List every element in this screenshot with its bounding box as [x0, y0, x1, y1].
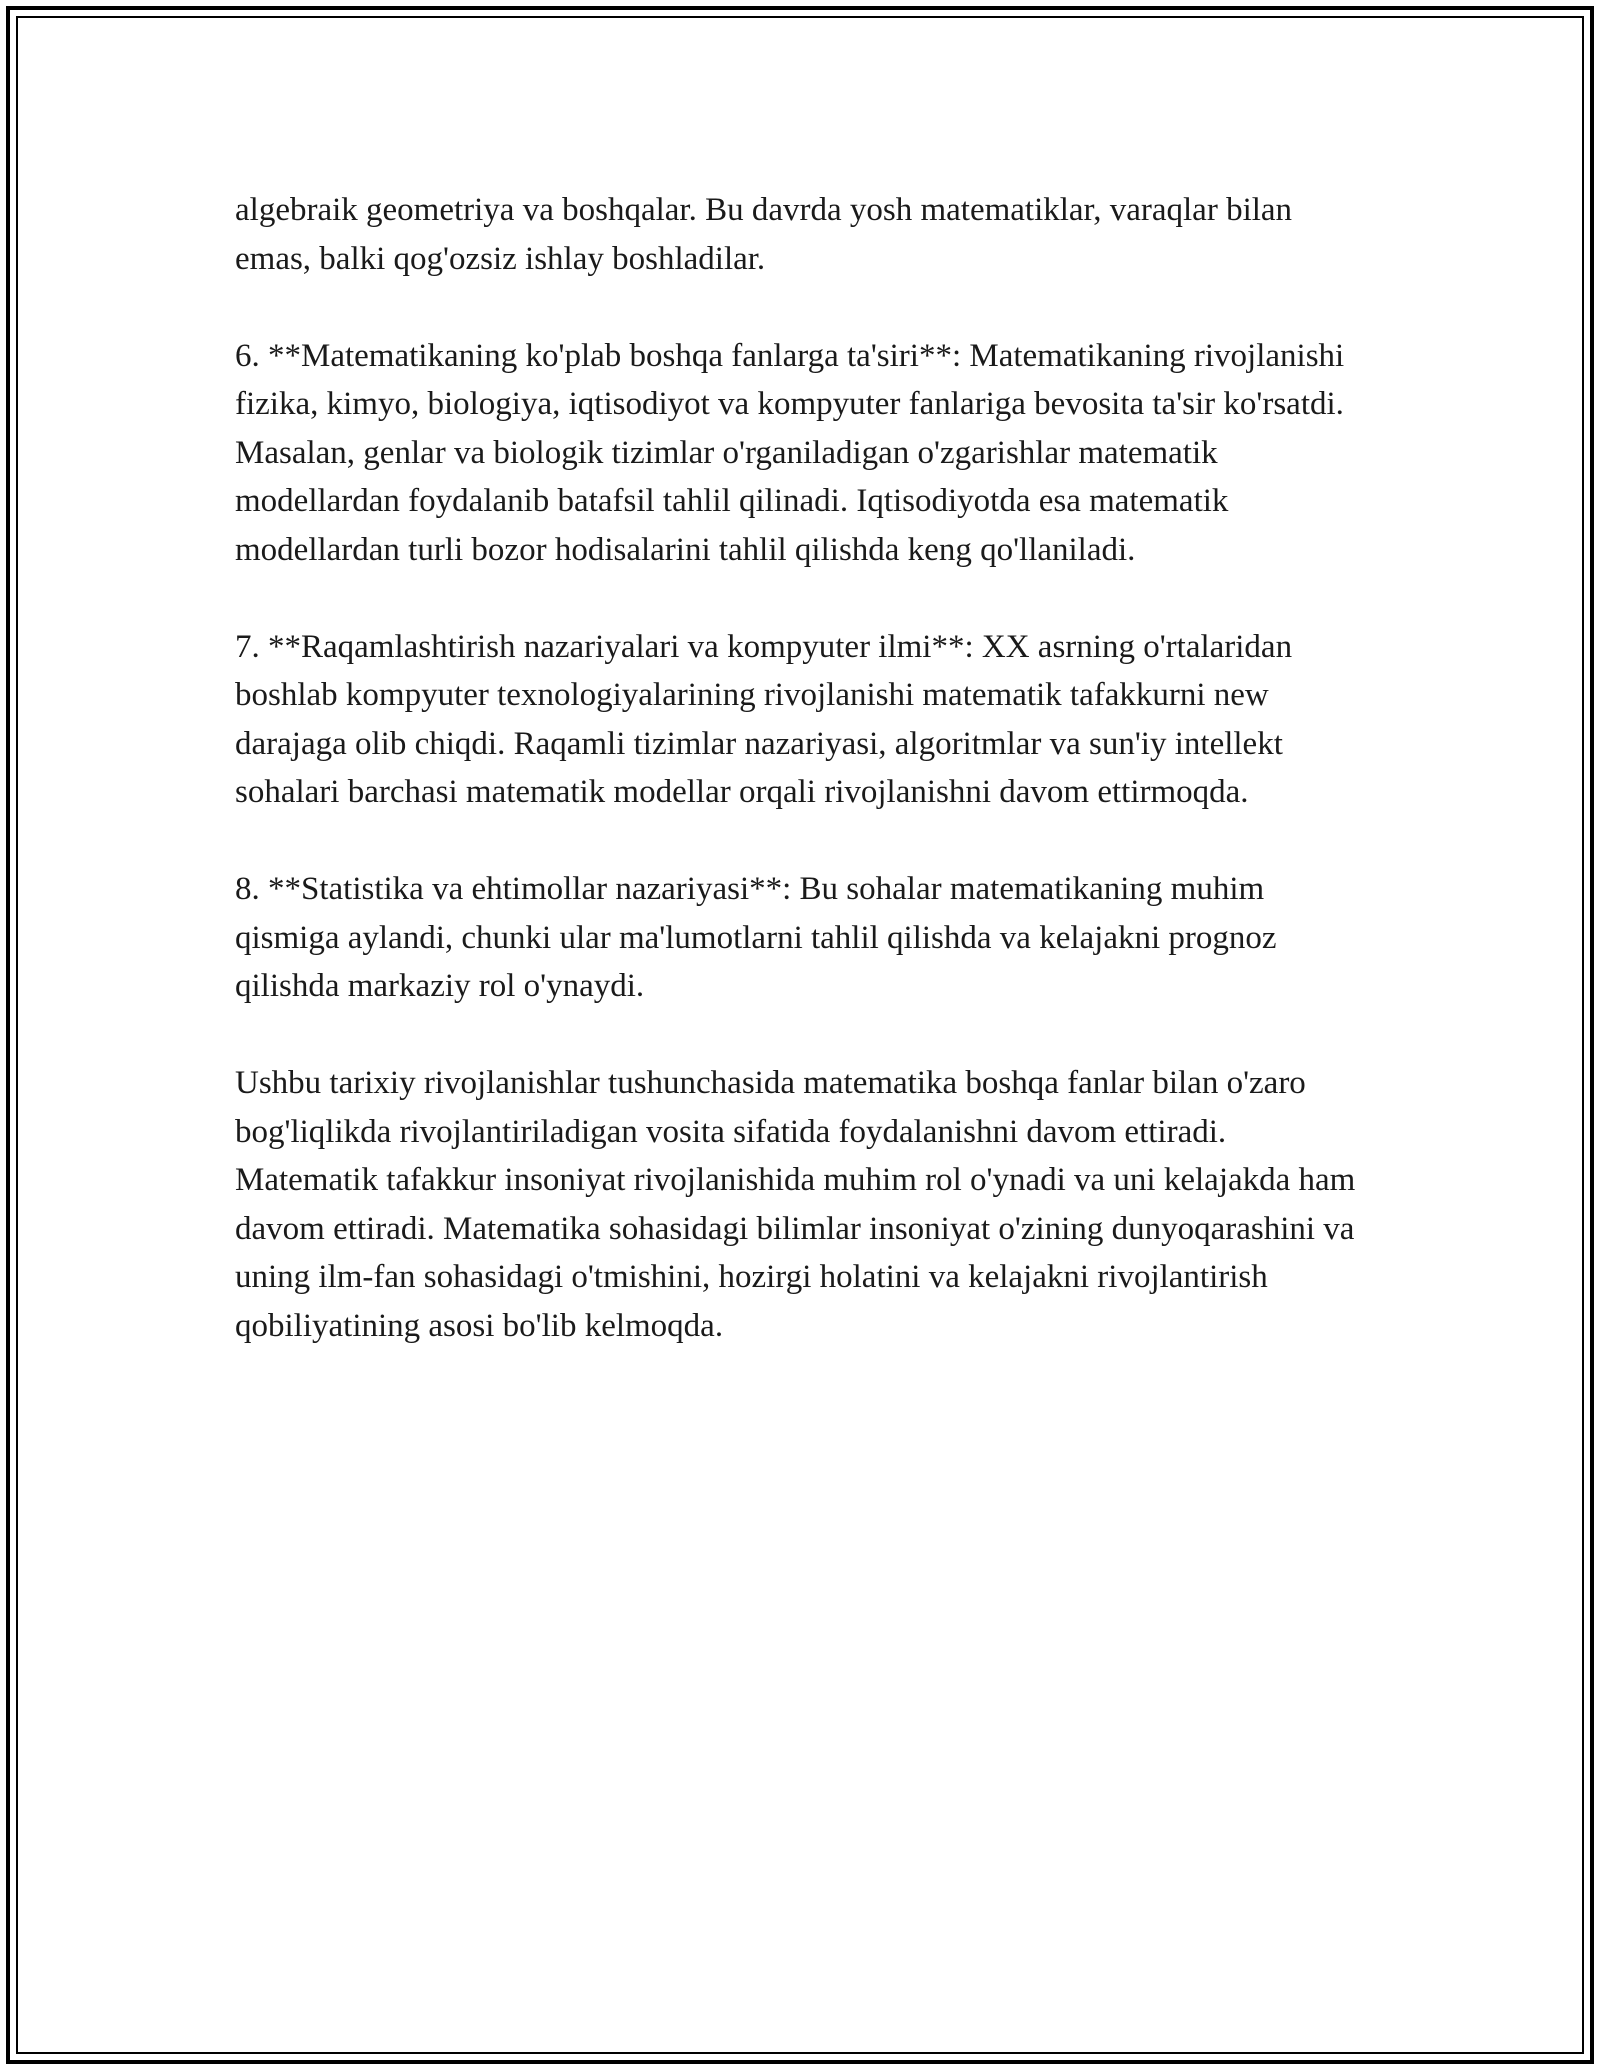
paragraph-item-6: 6. **Matematikaning ko'plab boshqa fanlarga ta'siri**: Matematikaning rivojlanishi fizika, kimyo, biologiya, iqtisodiyot va kompyuter fanlariga bevosita ta'sir ko'rsatdi. Masalan, genlar va biologik tizimlar o'rganiladigan o'zgarishlar matematik modellardan foydalanib batafsil tahlil qilinadi. Iqtisodiyotda esa matematik modellardan turli bozor hodisalarini tahlil qilishda keng qo'llaniladi. — [235, 337, 1345, 568]
paragraph-conclusion: Ushbu tarixiy rivojlanishlar tushunchasida matematika boshqa fanlar bilan o'zaro bog'liqlikda rivojlantiriladigan vosita sifatida foydalanishni davom ettiradi. Matematik tafakkur insoniyat rivojlanishida muhim rol o'ynadi va uni kelajakda ham davom ettiradi. Matematika sohasidagi bilimlar insoniyat o'zining dunyoqarashini va uning ilm-fan sohasidagi o'tmishini, hozirgi holatini va kelajakni rivojlantirish qobiliyatining asosi bo'lib kelmoqda. — [235, 1065, 1356, 1344]
document-body — [235, 186, 1375, 1399]
paragraph-item-8: 8. **Statistika va ehtimollar nazariyasi**: Bu sohalar matematikaning muhim qismiga aylandi, chunki ular ma'lumotlarni tahlil qilishda va kelajakni prognoz qilishda markaziy rol o'ynaydi. — [235, 871, 1277, 1004]
paragraph-item-7: 7. **Raqamlashtirish nazariyalari va kompyuter ilmi**: XX asrning o'rtalaridan boshlab kompyuter texnologiyalarining rivojlanishi matematik tafakkurni new darajaga olib chiqdi. Raqamli tizimlar nazariyasi, algoritmlar va sun'iy intellekt sohalari barchasi matematik modellar orqali rivojlanishni davom ettirmoqda. — [235, 628, 1293, 810]
paragraph-continuation: algebraik geometriya va boshqalar. Bu davrda yosh matematiklar, varaqlar bilan emas, balki qog'ozsiz ishlay boshladilar. — [235, 192, 1293, 277]
